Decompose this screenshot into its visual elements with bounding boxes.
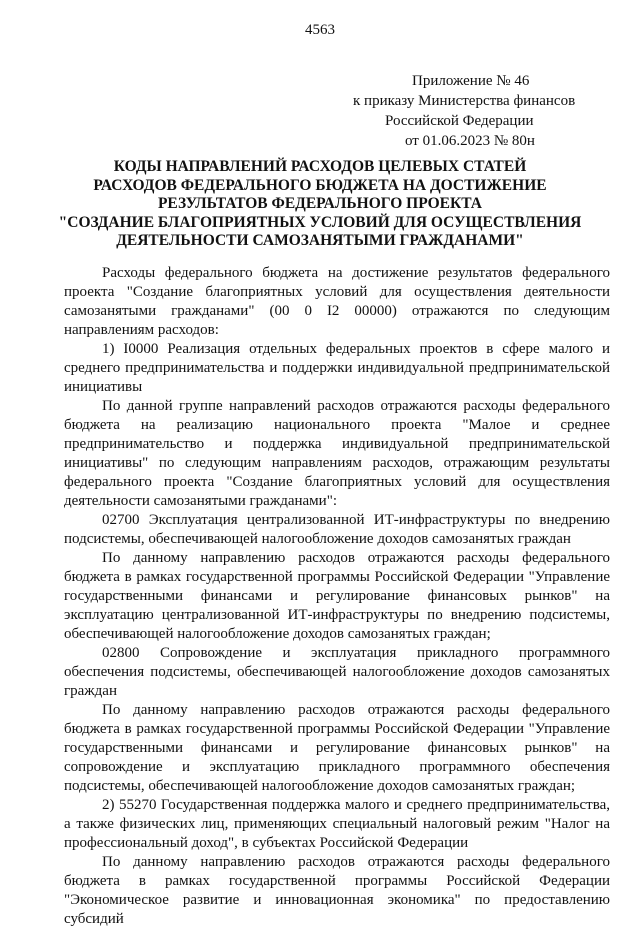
document-body: [64, 264, 610, 929]
title-line: "СОЗДАНИЕ БЛАГОПРИЯТНЫХ УСЛОВИЙ ДЛЯ ОСУЩЕСТВЛЕНИЯ: [58, 213, 582, 231]
appendix-title: Приложение № 46: [412, 73, 530, 89]
paragraph-group-description: По данной группе направлений расходов отражаются расходы федерального бюджета на реализацию национального проекта "Малое и среднее предпринимательство и поддержка индивидуальной предпринимательской инициативы" по следующим направлениям расходов, отражающим результаты федерального проекта "Создание благоприятных условий для осуществления деятельности самозанятыми гражданами":: [64, 398, 610, 509]
appendix-order-ref: к приказу Министерства финансов: [353, 93, 576, 109]
page-number: 4563: [305, 22, 335, 38]
paragraph-item-1: 1) I0000 Реализация отдельных федеральных проектов в сфере малого и среднего предпринимательства и поддержки индивидуальной предпринимательской инициативы: [64, 341, 610, 395]
paragraph-code-02800: 02800 Сопровождение и эксплуатация прикладного программного обеспечения подсистемы, обеспечивающей налогообложение доходов самозанятых граждан: [64, 645, 610, 699]
title-line: РЕЗУЛЬТАТОВ ФЕДЕРАЛЬНОГО ПРОЕКТА: [157, 195, 483, 212]
title-line: КОДЫ НАПРАВЛЕНИЙ РАСХОДОВ ЦЕЛЕВЫХ СТАТЕЙ: [113, 158, 527, 175]
appendix-country: Российской Федерации: [385, 113, 534, 129]
paragraph-code-02700-description: По данному направлению расходов отражаются расходы федерального бюджета в рамках государственной программы Российской Федерации "Управление государственными финансами и регулирование финансовых рынков" на эксплуатацию централизованной ИТ-инфраструктуры по внедрению подсистемы, обеспечивающей налогообложение доходов самозанятых граждан;: [64, 550, 610, 642]
appendix-date-number: от 01.06.2023 № 80н: [405, 133, 535, 149]
title-line: РАСХОДОВ ФЕДЕРАЛЬНОГО БЮДЖЕТА НА ДОСТИЖЕНИЕ: [93, 176, 547, 194]
paragraph-item-2: 2) 55270 Государственная поддержка малого и среднего предпринимательства, а также физических лиц, применяющих специальный налоговый режим "Налог на профессиональный доход", в субъектах Российской Федерации: [64, 797, 610, 851]
title-line: ДЕЯТЕЛЬНОСТИ САМОЗАНЯТЫМИ ГРАЖДАНАМИ": [116, 232, 524, 249]
document-title: [0, 158, 640, 251]
paragraph-intro: Расходы федерального бюджета на достижение результатов федерального проекта "Создание благоприятных условий для осуществления деятельности самозанятыми гражданами" (00 0 I2 00000) отражаются по следующим направлениям расходов:: [64, 265, 610, 338]
paragraph-code-55270-description: По данному направлению расходов отражаются расходы федерального бюджета в рамках государственной программы Российской Федерации "Экономическое развитие и инновационная экономика" по предоставлению субсидий: [64, 854, 610, 927]
paragraph-code-02700: 02700 Эксплуатация централизованной ИТ-инфраструктуры по внедрению подсистемы, обеспечивающей налогообложение доходов самозанятых граждан: [64, 512, 610, 547]
paragraph-code-02800-description: По данному направлению расходов отражаются расходы федерального бюджета в рамках государственной программы Российской Федерации "Управление государственными финансами и регулирование финансовых рынков" на сопровождение и эксплуатацию прикладного программного обеспечения подсистемы, обеспечивающей налогообложение доходов самозанятых граждан;: [64, 702, 610, 794]
